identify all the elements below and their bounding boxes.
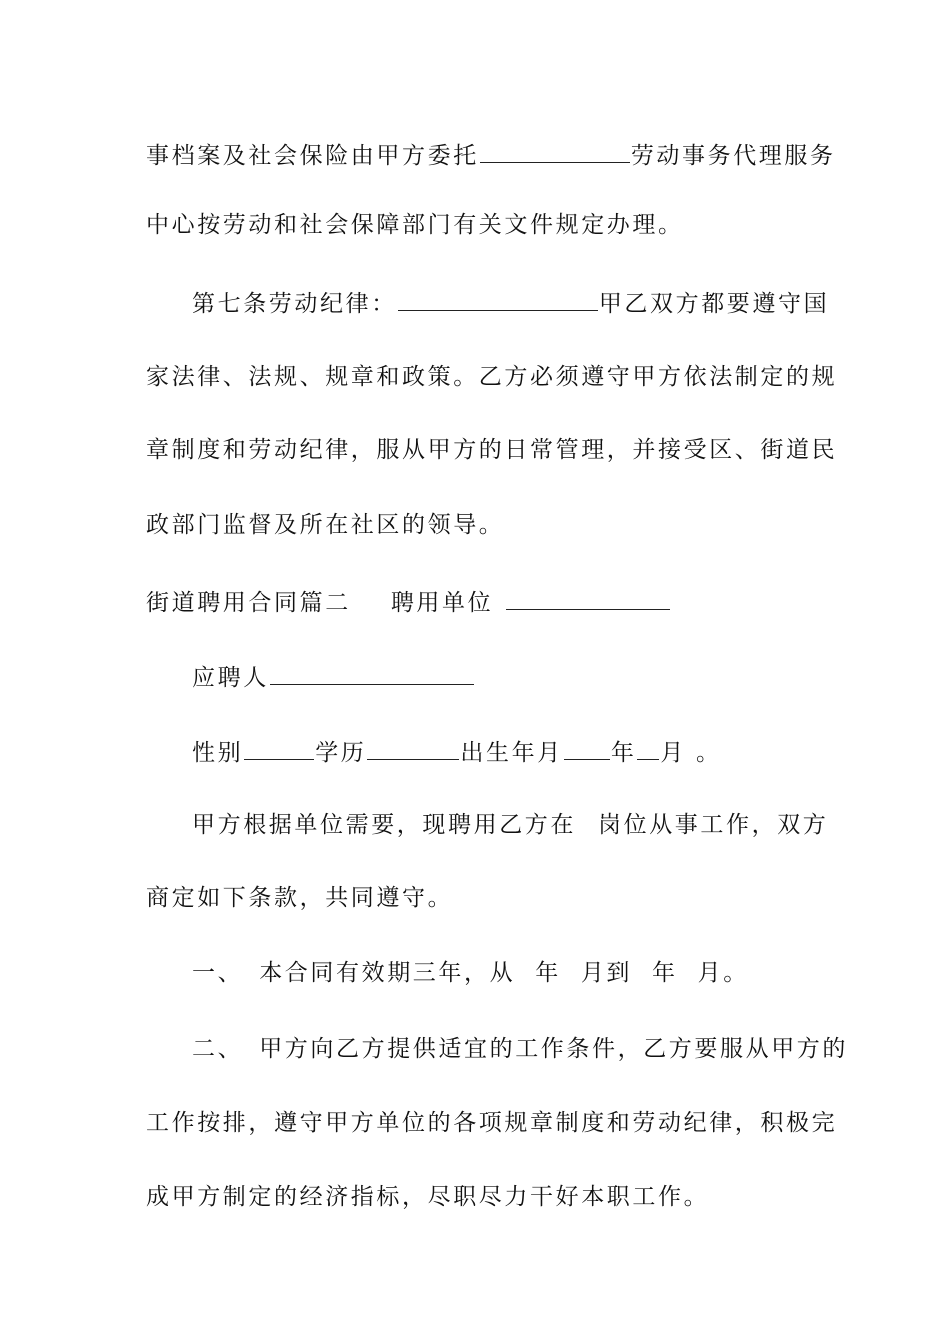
section-title: 街道聘用合同篇二 bbox=[146, 590, 351, 616]
fill-in-blank bbox=[480, 138, 630, 163]
employer-label: 聘用单位 bbox=[390, 590, 494, 616]
line-text: 事档案及社会保险由甲方委托 bbox=[146, 143, 479, 169]
applicant-line bbox=[192, 660, 475, 693]
fill-in-blank bbox=[398, 286, 598, 311]
text-line: 家法律、法规、规章和政策。乙方必须遵守甲方依法制定的规 bbox=[146, 364, 838, 390]
education-label: 学历 bbox=[315, 740, 367, 766]
employer-blank bbox=[506, 585, 670, 610]
text-line: 政部门监督及所在社区的领导。 bbox=[146, 512, 505, 538]
line-text: 甲方根据单位需要，现聘用乙方在 bbox=[192, 812, 576, 838]
gender-blank bbox=[244, 735, 314, 760]
text-line: 章制度和劳动纪律，服从甲方的日常管理，并接受区、街道民 bbox=[146, 437, 838, 463]
gender-label: 性别 bbox=[192, 740, 244, 766]
text-line: 成甲方制定的经济指标，尽职尽力干好本职工作。 bbox=[146, 1184, 710, 1210]
line-text: 甲乙双方都要遵守国 bbox=[598, 291, 830, 317]
text-line: 商定如下条款，共同遵守。 bbox=[146, 885, 454, 911]
line-text: 月到 bbox=[580, 960, 633, 986]
period-mark: 。 bbox=[696, 740, 722, 766]
clause-number: 一、 bbox=[192, 960, 244, 986]
year-label: 年 bbox=[610, 740, 637, 766]
text-line: 中心按劳动和社会保障部门有关文件规定办理。 bbox=[146, 212, 684, 238]
personal-info-line bbox=[192, 735, 722, 768]
month-label: 月。 bbox=[697, 960, 749, 986]
article-title: 第七条劳动纪律： bbox=[192, 291, 397, 317]
clause-number: 二、 bbox=[192, 1036, 244, 1062]
article-heading-line bbox=[192, 286, 829, 319]
line-text: 岗位从事工作，双方 bbox=[598, 812, 829, 838]
text-line bbox=[192, 810, 828, 840]
birth-label: 出生年月 bbox=[460, 740, 563, 766]
text-line: 工作按排，遵守甲方单位的各项规章制度和劳动纪律，积极完 bbox=[146, 1110, 838, 1136]
month-label: 月 bbox=[660, 740, 687, 766]
applicant-blank bbox=[270, 660, 474, 685]
section-heading-line bbox=[146, 585, 671, 618]
birth-month-blank bbox=[637, 735, 659, 760]
text-line bbox=[146, 138, 836, 171]
clause-one-line bbox=[192, 958, 749, 988]
applicant-label: 应聘人 bbox=[192, 665, 269, 691]
line-text: 劳动事务代理服务 bbox=[630, 143, 836, 169]
clause-two-line bbox=[192, 1034, 848, 1064]
year-label: 年 bbox=[652, 960, 678, 986]
education-blank bbox=[367, 735, 459, 760]
birth-year-blank bbox=[564, 735, 610, 760]
clause-text: 本合同有效期三年，从 bbox=[259, 960, 516, 986]
clause-text: 甲方向乙方提供适宜的工作条件，乙方要服从甲方的 bbox=[259, 1036, 849, 1062]
year-label: 年 bbox=[535, 960, 561, 986]
